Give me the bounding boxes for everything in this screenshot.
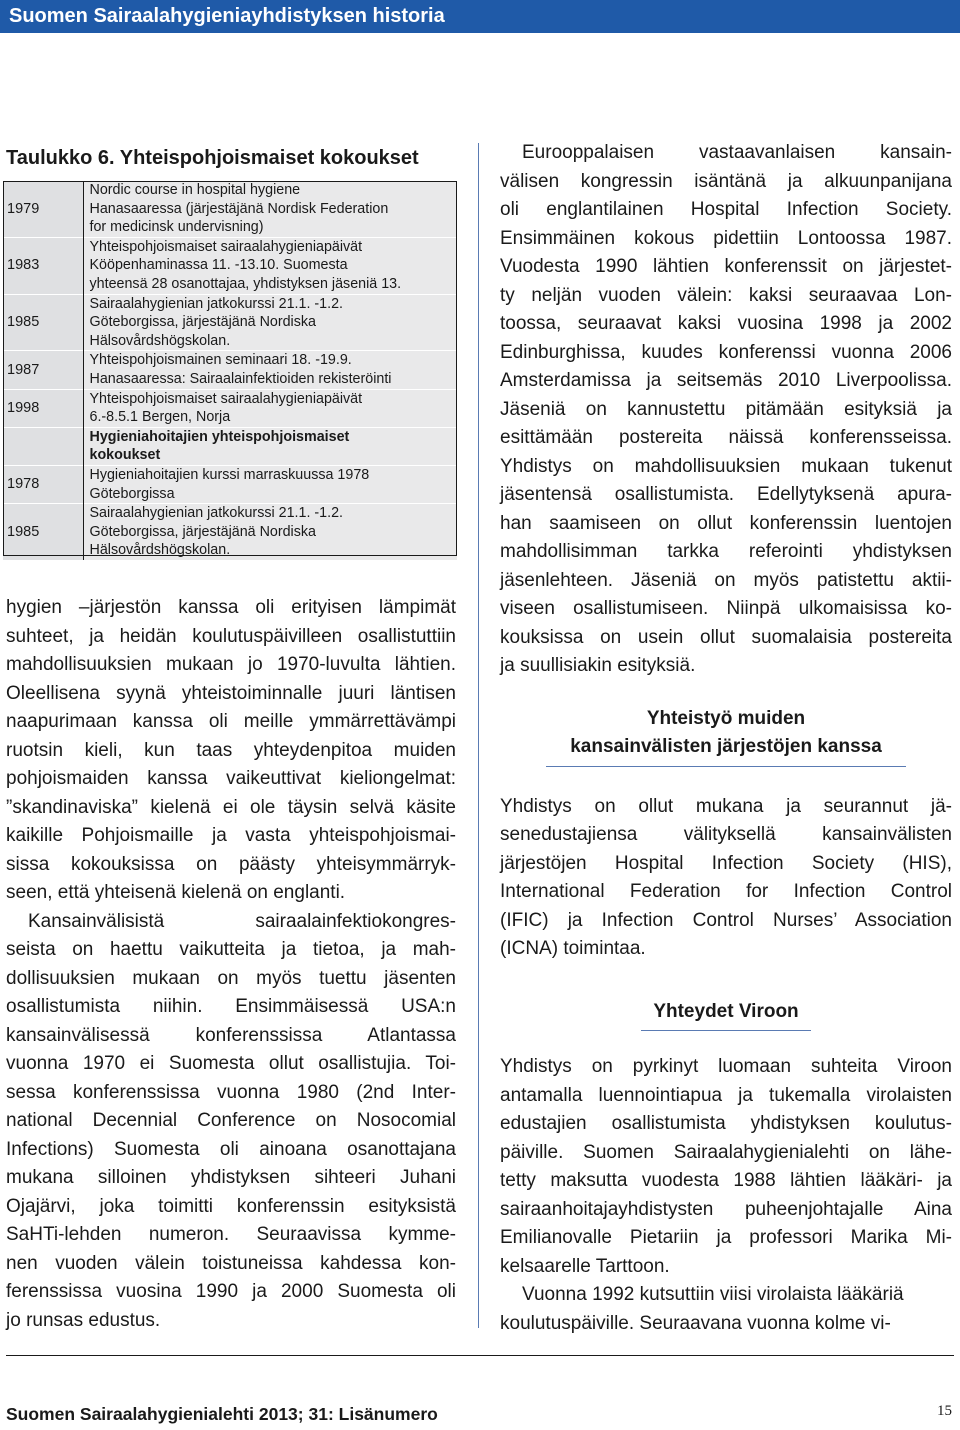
text-line: Vuonna 1992 kutsuttiin viisi virolaista lääkäriä xyxy=(522,1284,904,1305)
description-line: kokoukset xyxy=(89,447,161,464)
text-line: Yhdistys on pyrkinyt luomaan suhteita Viroon xyxy=(500,1056,952,1077)
text-line: päiville. Suomen Sairaalahygienialehti on lähe- xyxy=(500,1141,952,1163)
description-line: Göteborgissa, järjestäjänä Nordiska xyxy=(89,314,316,331)
text-line: national Decennial Conference on Nosocomial xyxy=(6,1110,456,1131)
running-header-title: Suomen Sairaalahygieniayhdistyksen historia xyxy=(9,5,445,27)
description-cell xyxy=(83,351,457,389)
table-row xyxy=(3,465,457,503)
description-cell xyxy=(83,181,457,237)
description-cell xyxy=(83,427,457,465)
description-line: Göteborgissa xyxy=(89,485,175,502)
text-line: ferenssissa vuosina 1990 ja 2000 Suomesta oli xyxy=(6,1281,456,1302)
table-section-row xyxy=(3,427,457,465)
table-row xyxy=(3,389,457,427)
description-line: Kööpenhaminassa 11. -13.10. Suomesta xyxy=(89,257,348,274)
text-line: antamalla luennointiapua ja tukemalla virolaisten xyxy=(500,1084,952,1106)
description-cell xyxy=(83,389,457,427)
text-line: osallistumista niihin. Ensimmäisessä USA:n xyxy=(6,996,456,1017)
table-title: Taulukko 6. Yhteispohjoismaiset kokoukset xyxy=(6,147,419,169)
text-line: mukana silloinen yhdistyksen sihteeri Juhani xyxy=(6,1167,456,1188)
text-line: dollisuuksien mukaan on myös tuettu jäsenten xyxy=(6,967,456,989)
year-cell: 1987 xyxy=(3,351,83,389)
left-paragraph xyxy=(6,908,456,1336)
description-cell xyxy=(83,237,457,294)
description-line: Hygieniahoitajien yhteispohjoismaiset xyxy=(89,428,350,445)
table-row xyxy=(3,181,457,237)
section-heading-cooperation xyxy=(500,705,952,762)
description-line: for medicinsk undervisning) xyxy=(89,219,264,236)
table-row xyxy=(3,351,457,389)
text-line: kaikille Pohjoismaille ja vasta yhteispohjoismai- xyxy=(6,825,456,846)
year-cell xyxy=(3,427,83,465)
right-paragraph-3 xyxy=(500,1053,952,1281)
text-line: Ensimmäinen kokous pidettiin Lontoossa 1987. xyxy=(500,227,952,249)
text-line: SaHTi-lehden numeron. Seuraavissa kymme- xyxy=(6,1224,456,1245)
description-line: yhteensä 28 osanottajaa, yhdistyksen jäseniä 13. xyxy=(89,275,402,292)
text-line: naapurimaan kanssa oli meille ymmärrettävämpi xyxy=(6,711,456,732)
text-line: (ICNA) toimintaa. xyxy=(500,938,646,959)
text-line: Amsterdamissa ja seitsemäs 2010 Liverpoolissa. xyxy=(500,370,952,391)
text-line: mahdollisuuksien mukaan jo 1970-luvulta lähtien. xyxy=(6,654,456,675)
text-line: kansainvälisessä konferenssissa Atlantassa xyxy=(6,1024,456,1046)
description-line: Sairaalahygienian jatkokurssi 21.1. -1.2. xyxy=(89,505,344,522)
footer-journal-title: Suomen Sairaalahygienialehti 2013; 31: Lisänumero xyxy=(6,1404,438,1424)
text-line: vuonna 1970 ei Suomesta ollut osallistujia. Toi- xyxy=(6,1053,456,1074)
table-row xyxy=(3,237,457,294)
text-line: ty neljän vuoden välein: kaksi seuraavaa Lon- xyxy=(500,284,952,306)
description-line: Yhteispohjoismaiset sairaalahygieniapäivät xyxy=(89,238,363,255)
text-line: Vuodesta 1990 lähtien konferenssit on järjestet- xyxy=(500,256,952,277)
text-line: mahdollisimman tarkka referointi yhdistyksen xyxy=(500,541,952,562)
text-line: jäsenlehteen. Jäseniä on myös patistettu aktii- xyxy=(500,569,952,591)
text-line: järjestöjen Hospital Infection Society (HIS), xyxy=(500,852,952,874)
text-line: toossa, seuraavat kaksi vuosina 1998 ja 2002 xyxy=(500,313,952,334)
text-line: nen vuoden välein toistuneissa kahdessa kon- xyxy=(6,1252,456,1274)
text-line: Emilianovalle Pietariin ja professori Marika Mi- xyxy=(500,1227,952,1248)
description-cell xyxy=(83,294,457,351)
description-line: Hälsovårdshögskolan. xyxy=(89,332,231,349)
text-line: hygien –järjestön kanssa oli erityisen lämpimät xyxy=(6,597,456,618)
text-line: Oleellisena syynä yhteistoiminnalle juuri läntisen xyxy=(6,682,456,704)
heading-line: Yhteistyö muiden xyxy=(646,707,806,729)
text-line: oli englantilainen Hospital Infection Society. xyxy=(500,199,952,220)
description-line: Hälsovårdshögskolan. xyxy=(89,542,231,559)
description-cell xyxy=(83,465,457,503)
text-line: sissa kokouksissa on päästy yhteisymmärryk- xyxy=(6,853,456,875)
description-line: Yhteispohjoismainen seminaari 18. -19.9. xyxy=(89,352,352,369)
text-line: ruotsin kieli, kun taas yhteydenpitoa muiden xyxy=(6,739,456,761)
text-line: esittämään postereita näissä konferensseissa. xyxy=(500,427,952,448)
text-line: kouksissa on usein ollut suomalaisia postereita xyxy=(500,626,952,648)
description-line: Göteborgissa, järjestäjänä Nordiska xyxy=(89,523,316,540)
year-cell: 1998 xyxy=(3,389,83,427)
text-line: seen, että yhteisenä kielenä on englanti. xyxy=(6,882,346,903)
description-line: Sairaalahygienian jatkokurssi 21.1. -1.2. xyxy=(89,295,344,312)
column-divider xyxy=(478,143,479,1328)
text-line: Edinburghissa, kuudes konferenssi vuonna 2006 xyxy=(500,341,952,363)
text-line: Jäseniä on kannustettu pitämään esityksiä ja xyxy=(500,398,952,420)
text-line: välisen kongressin isäntänä ja alkuunpanijana xyxy=(500,170,952,192)
text-line: (IFIC) ja Infection Control Nurses’ Association xyxy=(500,909,952,931)
year-cell: 1983 xyxy=(3,237,83,294)
text-line: edustajien osallistumista yhdistyksen koulutus- xyxy=(500,1113,952,1134)
year-cell: 1985 xyxy=(3,294,83,351)
description-line: Hanasaaressa (järjestäjänä Nordisk Federation xyxy=(89,200,389,217)
text-line: senedustajiensa välityksellä kansainvälisten xyxy=(500,824,952,845)
text-line: tetty maksutta vuodesta 1988 lähtien lääkäri- ja xyxy=(500,1170,952,1191)
heading-line: Yhteydet Viroon xyxy=(653,1000,799,1022)
running-header xyxy=(0,0,960,33)
description-line: Nordic course in hospital hygiene xyxy=(89,182,301,198)
right-paragraph-4 xyxy=(500,1281,952,1338)
meetings-table xyxy=(3,181,457,560)
year-cell: 1978 xyxy=(3,465,83,503)
text-line: viseen osallistumiseen. Niinpä ulkomaisissa ko- xyxy=(500,598,952,619)
text-line: jäsentensä osallistumista. Edellytyksenä apura- xyxy=(500,484,952,505)
text-line: seista on haettu vaikutteita ja tietoa, ja mah- xyxy=(6,939,456,960)
table-row xyxy=(3,504,457,560)
section-heading-estonia xyxy=(500,998,952,1027)
description-line: Hanasaaressa: Sairaalainfektioiden rekisteröinti xyxy=(89,370,392,387)
page-number: 15 xyxy=(937,1403,952,1419)
text-line: Kansainvälisistä sairaalainfektiokongres- xyxy=(28,910,456,932)
text-line: suhteet, ja heidän koulutuspäivilleen osallistuttiin xyxy=(6,625,456,647)
right-paragraph-2 xyxy=(500,793,952,964)
description-line: Hygieniahoitajien kurssi marraskuussa 1978 xyxy=(89,466,370,483)
heading-line: kansainvälisten järjestöjen kanssa xyxy=(570,736,882,757)
text-line: pohjoismaiden kanssa vaikeuttivat kieliongelmat: xyxy=(6,768,456,789)
description-line: 6.-8.5.1 Bergen, Norja xyxy=(89,409,231,426)
text-line: Eurooppalaisen vastaavanlaisen kansain- xyxy=(522,142,952,163)
text-line: kelsaarelle Tarttoon. xyxy=(500,1255,670,1277)
text-line: ”skandinaviska” kielenä ei ole täysin selvä käsite xyxy=(6,796,456,818)
text-line: Ojajärvi, joka toimitti konferenssin esityksistä xyxy=(6,1195,456,1217)
left-column xyxy=(6,594,456,1335)
right-paragraph-1 xyxy=(500,139,952,681)
text-line: koulutuspäiville. Seuraavana vuonna kolme vi- xyxy=(500,1312,891,1334)
text-line: International Federation for Infection Control xyxy=(500,881,952,902)
text-line: sessa konferenssissa vuonna 1980 (2nd Inter- xyxy=(6,1081,456,1103)
description-line: Yhteispohjoismaiset sairaalahygieniapäivät xyxy=(89,390,363,407)
left-paragraph xyxy=(6,594,456,908)
table-row xyxy=(3,294,457,351)
text-line: jo runsas edustus. xyxy=(6,1309,161,1331)
text-line: ja suullisiakin esityksiä. xyxy=(500,655,696,676)
text-line: Yhdistys on mahdollisuuksien mukaan tukenut xyxy=(500,455,952,477)
right-column xyxy=(500,139,952,1338)
text-line: han saamiseen on ollut konferenssin luentojen xyxy=(500,512,952,534)
description-cell xyxy=(83,504,457,560)
footer-rule xyxy=(6,1355,954,1356)
year-cell: 1979 xyxy=(3,181,83,237)
text-line: Yhdistys on ollut mukana ja seurannut jä- xyxy=(500,795,952,817)
year-cell: 1985 xyxy=(3,504,83,560)
text-line: Infections) Suomesta oli ainoana osanottajana xyxy=(6,1138,456,1160)
text-line: sairaanhoitajayhdistysten puheenjohtajalle Aina xyxy=(500,1198,952,1220)
meetings-table-body xyxy=(3,181,457,560)
